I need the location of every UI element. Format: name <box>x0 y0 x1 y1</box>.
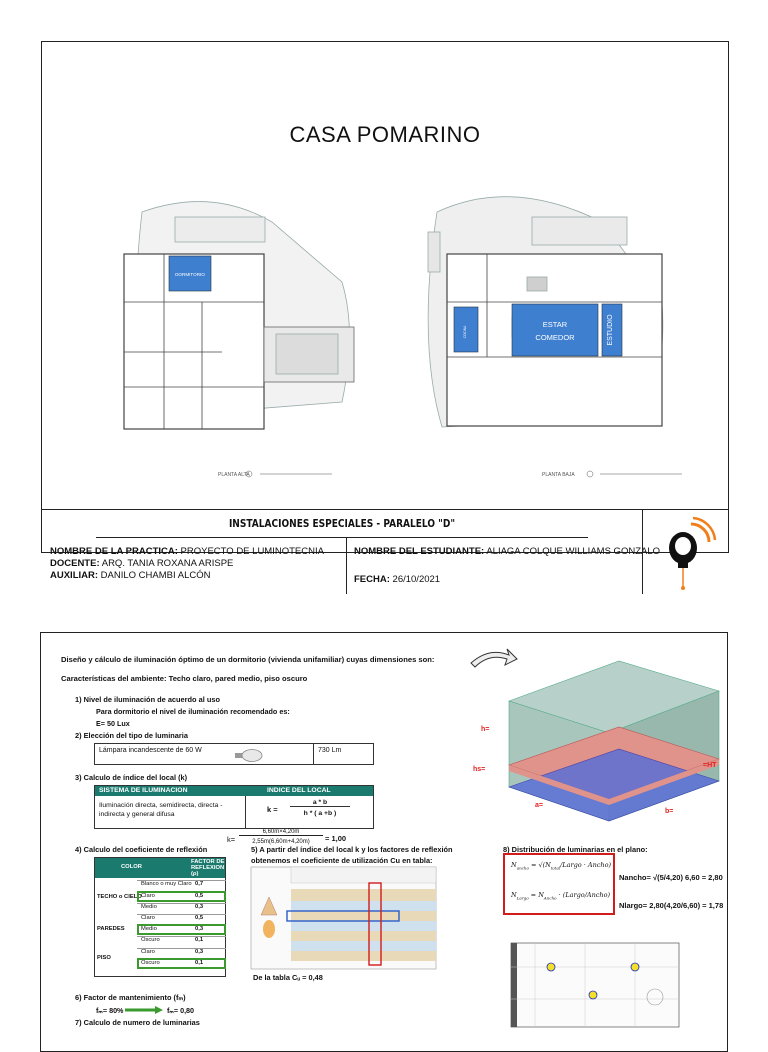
formula-box: $N_{ancho}$ = $√(N_{total}$/Largo · Ancho) $N_{Largo} = N_{Ancho}$ · (Largo/Ancho) <box>503 853 615 915</box>
step5-title-2: obtenemos el coeficiente de utilización Cu en tabla: <box>251 856 433 865</box>
step1-line1: Para dormitorio el nivel de iluminación recomendado es: <box>96 707 290 716</box>
n-largo: Nlargo= 2,80(4,20/6,60) = 1,78 <box>619 901 724 910</box>
characteristics-text: Características del ambiente: Techo claro, pared medio, piso oscuro <box>61 674 308 683</box>
group-piso: PISO <box>97 955 111 961</box>
step2-title: 2) Elección del tipo de luminaria <box>75 731 188 740</box>
lamp-flux: 730 Lm <box>313 744 341 764</box>
logo-cell <box>642 510 728 594</box>
student-value: ALIAGA COLQUE WILLIAMS GONZALO <box>484 546 661 557</box>
table-row: Claro 0,5 <box>137 892 226 901</box>
index-col2: INDICE DEL LOCAL <box>267 787 331 794</box>
sheet-calculation <box>40 632 728 1052</box>
index-col1: SISTEMA DE ILUMINACION <box>99 787 188 794</box>
practice-value: PROYECTO DE LUMINOTECNIA <box>177 546 324 557</box>
lower-room-label-comedor: COMEDOR <box>535 333 575 342</box>
title-block <box>42 509 728 593</box>
k-prefix: k= <box>227 835 236 844</box>
step5-result: De la tabla Cᵤ = 0,48 <box>253 973 323 982</box>
teacher-value: ARQ. TANIA ROXANA ARISPE <box>99 558 234 569</box>
assistant-label: AUXILIAR: <box>50 570 99 581</box>
reflection-table <box>94 857 226 977</box>
assistant-value: DANILO CHAMBI ALCÓN <box>98 570 211 581</box>
luminaire-layout-plan <box>505 937 685 1027</box>
title-block-middle <box>354 546 660 586</box>
table-row: Medio 0,3 <box>137 903 226 912</box>
table-row: Claro 0,5 <box>137 914 226 923</box>
practice-label: NOMBRE DE LA PRACTICA: <box>50 546 178 557</box>
label-ht: =HT <box>703 762 717 769</box>
upper-plan-caption: PLANTA ALTA <box>218 472 250 478</box>
title-block-left <box>50 546 324 582</box>
formula-den: h * ( a +b ) <box>303 810 337 817</box>
reflection-col1: COLOR <box>121 864 142 870</box>
lower-estar-comedor-room <box>512 304 598 356</box>
step1-title: 1) Nivel de iluminación de acuerdo al uso <box>75 695 220 704</box>
lower-room-label-estar: ESTAR <box>542 320 568 329</box>
step6-line: fₘ= 80% <box>96 1006 124 1015</box>
group-techo: TECHO o CIELO <box>97 894 142 900</box>
date-label: FECHA: <box>354 574 390 585</box>
table-row: Oscuro 0,1 <box>137 959 226 968</box>
formula-num: a * b <box>290 799 350 807</box>
step3-title: 3) Calculo de índice del local (k) <box>75 773 188 782</box>
k-result: = 1,00 <box>325 834 347 843</box>
lower-plan-caption: PLANTA BAJA <box>542 472 575 478</box>
sheet-plans <box>41 41 729 585</box>
label-h: h= <box>481 726 490 733</box>
floor-plans-drawing <box>42 192 728 492</box>
reflection-header <box>95 858 225 878</box>
table-row: Medio 0,3 <box>137 925 226 934</box>
label-hs: hs= <box>473 766 486 773</box>
index-table-header <box>95 786 373 796</box>
highlight-techo <box>137 891 226 902</box>
teacher-label: DOCENTE: <box>50 558 100 569</box>
lamp-name: Lámpara incandescente de 60 W <box>99 747 202 754</box>
index-row-line2: indirecta y general difusa <box>99 811 175 818</box>
step8-title: 8) Distribución de luminarias en el plano: <box>503 845 648 854</box>
index-row-line1: Iluminación directa, semidirecta, directa - <box>99 802 223 809</box>
arrow-right-icon <box>125 1006 163 1014</box>
title-block-header: INSTALACIONES ESPECIALES - PARALELO "D" <box>96 510 588 538</box>
table-row: Blanco o muy Claro 0,7 <box>137 880 226 889</box>
upper-plan <box>124 202 354 429</box>
reflection-col2: FACTOR DE REFLEXION (ρ) <box>191 859 225 877</box>
table-row: Claro 0,3 <box>137 948 226 957</box>
lightbulb-icon <box>235 748 265 762</box>
lamp-table <box>94 743 374 765</box>
step5-title-1: 5) A partir del índice del local k y los factores de reflexión <box>251 845 453 854</box>
project-title: CASA POMARINO <box>289 122 481 147</box>
index-divider <box>245 796 246 828</box>
formula-left: k = <box>267 805 278 814</box>
step1-line2: E= 50 Lux <box>96 719 130 728</box>
n-ancho: Nancho= √(5/4,20) 6,60 = 2,80 <box>619 873 723 882</box>
student-label: NOMBRE DEL ESTUDIANTE: <box>354 546 485 557</box>
lightbulb-logo-icon <box>643 510 729 594</box>
room-box-diagram <box>473 661 729 831</box>
k-den: 2,55m(6,60m+4,20m) <box>252 839 310 845</box>
highlight-piso <box>137 958 226 969</box>
title-block-divider <box>346 538 347 594</box>
intro-text: Diseño y cálculo de iluminación óptimo de un dormitorio (vivienda unifamiliar) cuyas dimensiones son: <box>61 655 435 664</box>
k-num: 6,60m×4,20m <box>239 829 323 836</box>
date-value: 26/10/2021 <box>389 574 441 585</box>
utilization-table-image <box>251 867 436 969</box>
step6-title: 6) Factor de mantenimiento (fₘ) <box>75 993 186 1002</box>
lower-room-label-right: ESTUDIO <box>607 314 614 346</box>
highlight-paredes <box>137 924 226 935</box>
group-paredes: PAREDES <box>97 926 125 932</box>
step7-title: 7) Calculo de numero de luminarias <box>75 1018 200 1027</box>
step4-title: 4) Calculo del coeficiente de reflexión <box>75 845 208 854</box>
label-a: a= <box>535 802 543 809</box>
lower-room-label-left: COCINA <box>463 325 467 339</box>
label-b: b= <box>665 808 674 815</box>
index-table <box>94 785 374 829</box>
step6-result: fₘ= 0,80 <box>167 1006 195 1015</box>
table-row: Oscuro 0,1 <box>137 936 226 945</box>
upper-room-label: DORMITORIO <box>175 272 205 277</box>
